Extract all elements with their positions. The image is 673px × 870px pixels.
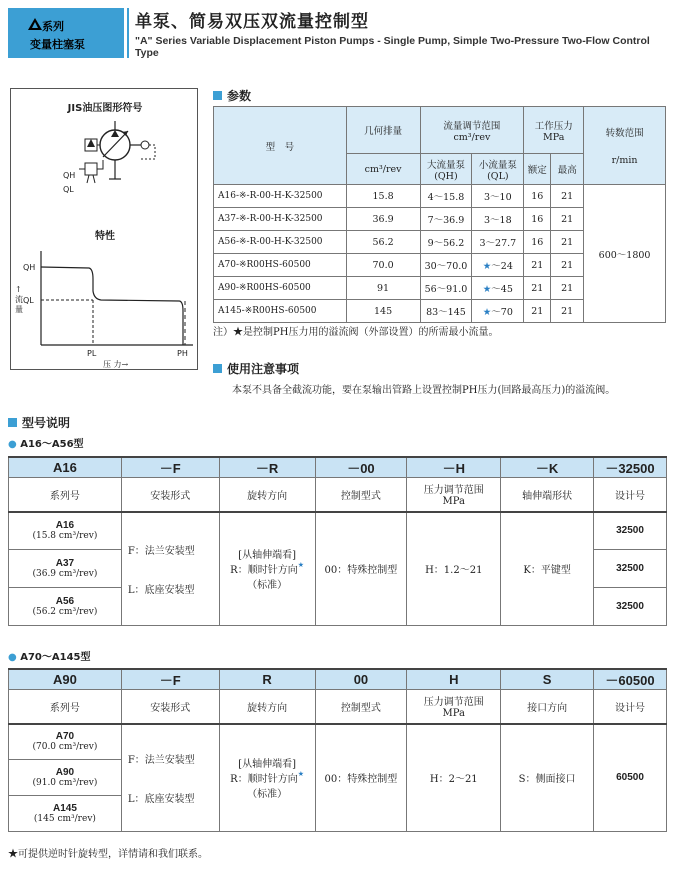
caution-text: 本泵不具备全截流功能，要在泵输出管路上设置控制PH压力(回路最高压力)的溢流阀。 — [232, 385, 616, 396]
t2-label-1: 安装形式 — [121, 690, 219, 724]
param-cell-disp: 145 — [346, 300, 420, 323]
param-cell-qh: 7～36.9 — [420, 208, 472, 231]
param-cell-model: A70-※R00HS-60500 — [214, 254, 347, 277]
param-cell-model: A16-※-R-00-H-K-32500 — [214, 185, 347, 208]
caution-heading: 使用注意事项 — [213, 360, 299, 377]
param-cell-rated: 21 — [524, 300, 551, 323]
star-icon: ★ — [297, 561, 304, 570]
jis-symbol-box — [10, 88, 198, 370]
t1-label-3: 控制型式 — [315, 478, 407, 512]
head-rated: 额定 — [524, 154, 551, 185]
param-cell-qh: 30～70.0 — [420, 254, 472, 277]
t1-label-5: 轴伸端形状 — [501, 478, 594, 512]
t2-label-5: 接口方向 — [501, 690, 594, 724]
typecode-heading: 型号说明 — [8, 414, 70, 431]
typecode-table-1 — [8, 456, 667, 626]
page-subtitle: "A" Series Variable Displacement Piston Pumps - Single Pump, Simple Two-Pressure Two-Flow Control Type — [135, 35, 650, 59]
param-cell-model: A90-※R00HS-60500 — [214, 277, 347, 300]
t1-series-1: A37 (36.9 cm³/rev) — [9, 550, 122, 588]
brand-logo-icon — [28, 18, 42, 30]
t2-port: S：侧面接口 — [501, 724, 594, 832]
head-flow-range: 流量调节范围 cm³/rev — [420, 107, 524, 154]
param-cell-disp: 15.8 — [346, 185, 420, 208]
param-row — [214, 185, 666, 208]
t2-code-3: 00 — [315, 669, 407, 690]
param-cell-max: 21 — [551, 208, 584, 231]
jis-title: JIS油压图形符号 — [67, 103, 143, 114]
t1-design-1: 32500 — [594, 550, 667, 588]
t1-pressure: H：1.2～21 — [407, 512, 501, 626]
t1-label-6: 设计号 — [594, 478, 667, 512]
hydraulic-symbol-icon — [71, 119, 171, 191]
typecode-table-2 — [8, 668, 667, 832]
t1-control: 00：特殊控制型 — [315, 512, 407, 626]
bullet-icon: ● — [8, 652, 17, 663]
param-cell-ql: 3～10 — [472, 185, 524, 208]
graph-qh-label: QH — [23, 263, 36, 272]
graph-y-label: ↑流量 — [15, 285, 23, 314]
param-cell-model: A37-※-R-00-H-K-32500 — [214, 208, 347, 231]
t1-label-2: 旋转方向 — [219, 478, 315, 512]
section-square-icon — [213, 364, 222, 373]
param-cell-model: A145-※R00HS-60500 — [214, 300, 347, 323]
t1-label-0: 系列号 — [9, 478, 122, 512]
t2-mount: F：法兰安装型 L：底座安装型 — [121, 724, 219, 832]
head-max: 最高 — [551, 154, 584, 185]
characteristic-graph — [11, 239, 199, 369]
badge-line1: 系列 — [42, 20, 64, 33]
t2-rotation: [从轴伸端看] R：顺时针方向★ （标准） — [219, 724, 315, 832]
t1-rotation: [从轴伸端看] R：顺时针方向★ （标准） — [219, 512, 315, 626]
param-cell-rated: 21 — [524, 277, 551, 300]
param-cell-qh: 4～15.8 — [420, 185, 472, 208]
t1-code-4: －H — [407, 457, 501, 478]
t2-code-5: S — [501, 669, 594, 690]
graph-ph-label: PH — [177, 349, 188, 358]
t1-series-2: A56 (56.2 cm³/rev) — [9, 588, 122, 626]
t2-series-0: A70 (70.0 cm³/rev) — [9, 724, 122, 760]
t2-label-4: 压力调节范围 MPa — [407, 690, 501, 724]
t2-code-6: －60500 — [594, 669, 667, 690]
param-cell-rated: 21 — [524, 254, 551, 277]
head-qh: 大流量泵 (QH) — [420, 154, 472, 185]
badge-line2: 变量柱塞泵 — [30, 38, 85, 51]
t1-mount: F：法兰安装型 L：底座安装型 — [121, 512, 219, 626]
t2-code-4: H — [407, 669, 501, 690]
param-cell-qh: 56～91.0 — [420, 277, 472, 300]
t1-code-1: －F — [121, 457, 219, 478]
param-cell-ql: ★～70 — [472, 300, 524, 323]
t1-code-2: －R — [219, 457, 315, 478]
head-speed: 转数范围 r/min — [584, 107, 666, 185]
param-cell-ql: 3～27.7 — [472, 231, 524, 254]
head-model: 型 号 — [214, 107, 347, 185]
t2-label-2: 旋转方向 — [219, 690, 315, 724]
param-cell-rated: 16 — [524, 185, 551, 208]
bullet-icon: ● — [8, 439, 17, 450]
t1-shaft: K：平键型 — [501, 512, 594, 626]
t2-label-3: 控制型式 — [315, 690, 407, 724]
param-cell-max: 21 — [551, 300, 584, 323]
section-square-icon — [8, 418, 17, 427]
graph-x-label: 压 力→ — [103, 360, 129, 369]
typecode-sub1: ● A16～A56型 — [8, 439, 84, 450]
t1-design-2: 32500 — [594, 588, 667, 626]
param-speed-value: 600～1800 — [584, 185, 666, 323]
param-cell-disp: 91 — [346, 277, 420, 300]
param-cell-max: 21 — [551, 277, 584, 300]
t2-control: 00：特殊控制型 — [315, 724, 407, 832]
typecode-sub2: ● A70～A145型 — [8, 652, 91, 663]
t2-pressure: H：2～21 — [407, 724, 501, 832]
param-cell-disp: 56.2 — [346, 231, 420, 254]
header-divider — [127, 8, 129, 58]
graph-ql-label: QL — [23, 296, 34, 305]
t2-code-1: －F — [121, 669, 219, 690]
t1-label-1: 安装形式 — [121, 478, 219, 512]
t2-code-2: R — [219, 669, 315, 690]
t2-series-1: A90 (91.0 cm³/rev) — [9, 760, 122, 796]
param-cell-model: A56-※-R-00-H-K-32500 — [214, 231, 347, 254]
symbol-qh-label: QH — [63, 171, 76, 180]
characteristic-title: 特性 — [95, 231, 115, 242]
param-cell-ql: ★～45 — [472, 277, 524, 300]
typecode-footnote: ★可提供逆时针旋转型，详情请和我们联系。 — [8, 849, 208, 860]
t1-label-4: 压力调节范围 MPa — [407, 478, 501, 512]
params-heading: 参数 — [213, 87, 251, 104]
star-icon: ★ — [297, 770, 304, 779]
series-badge — [8, 8, 124, 58]
param-cell-rated: 16 — [524, 208, 551, 231]
star-icon: ★ — [482, 284, 492, 295]
t2-label-6: 设计号 — [594, 690, 667, 724]
head-ql: 小流量泵 (QL) — [472, 154, 524, 185]
star-icon: ★ — [482, 307, 492, 318]
t1-code-6: －32500 — [594, 457, 667, 478]
param-cell-ql: ★～24 — [472, 254, 524, 277]
t2-label-0: 系列号 — [9, 690, 122, 724]
page-title: 单泵、简易双压双流量控制型 — [135, 12, 369, 32]
param-cell-disp: 70.0 — [346, 254, 420, 277]
t2-code-0: A90 — [9, 669, 122, 690]
graph-pl-label: PL — [87, 349, 97, 358]
t2-series-2: A145 (145 cm³/rev) — [9, 796, 122, 832]
params-table — [213, 106, 666, 323]
param-cell-rated: 16 — [524, 231, 551, 254]
t1-code-5: －K — [501, 457, 594, 478]
param-cell-qh: 83～145 — [420, 300, 472, 323]
params-note: 注）★是控制PH压力用的溢流阀（外部设置）的所需最小流量。 — [213, 327, 499, 338]
t1-code-3: －00 — [315, 457, 407, 478]
param-cell-max: 21 — [551, 254, 584, 277]
t1-code-0: A16 — [9, 457, 122, 478]
head-disp-unit: cm³/rev — [346, 154, 420, 185]
param-cell-max: 21 — [551, 231, 584, 254]
t1-series-0: A16 (15.8 cm³/rev) — [9, 512, 122, 550]
section-square-icon — [213, 91, 222, 100]
t2-design: 60500 — [594, 724, 667, 832]
head-pressure: 工作压力 MPa — [524, 107, 584, 154]
star-icon: ★ — [482, 261, 492, 272]
t1-design-0: 32500 — [594, 512, 667, 550]
param-cell-disp: 36.9 — [346, 208, 420, 231]
param-cell-max: 21 — [551, 185, 584, 208]
head-disp: 几何排量 — [346, 107, 420, 154]
symbol-ql-label: QL — [63, 185, 74, 194]
param-cell-ql: 3～18 — [472, 208, 524, 231]
param-cell-qh: 9～56.2 — [420, 231, 472, 254]
